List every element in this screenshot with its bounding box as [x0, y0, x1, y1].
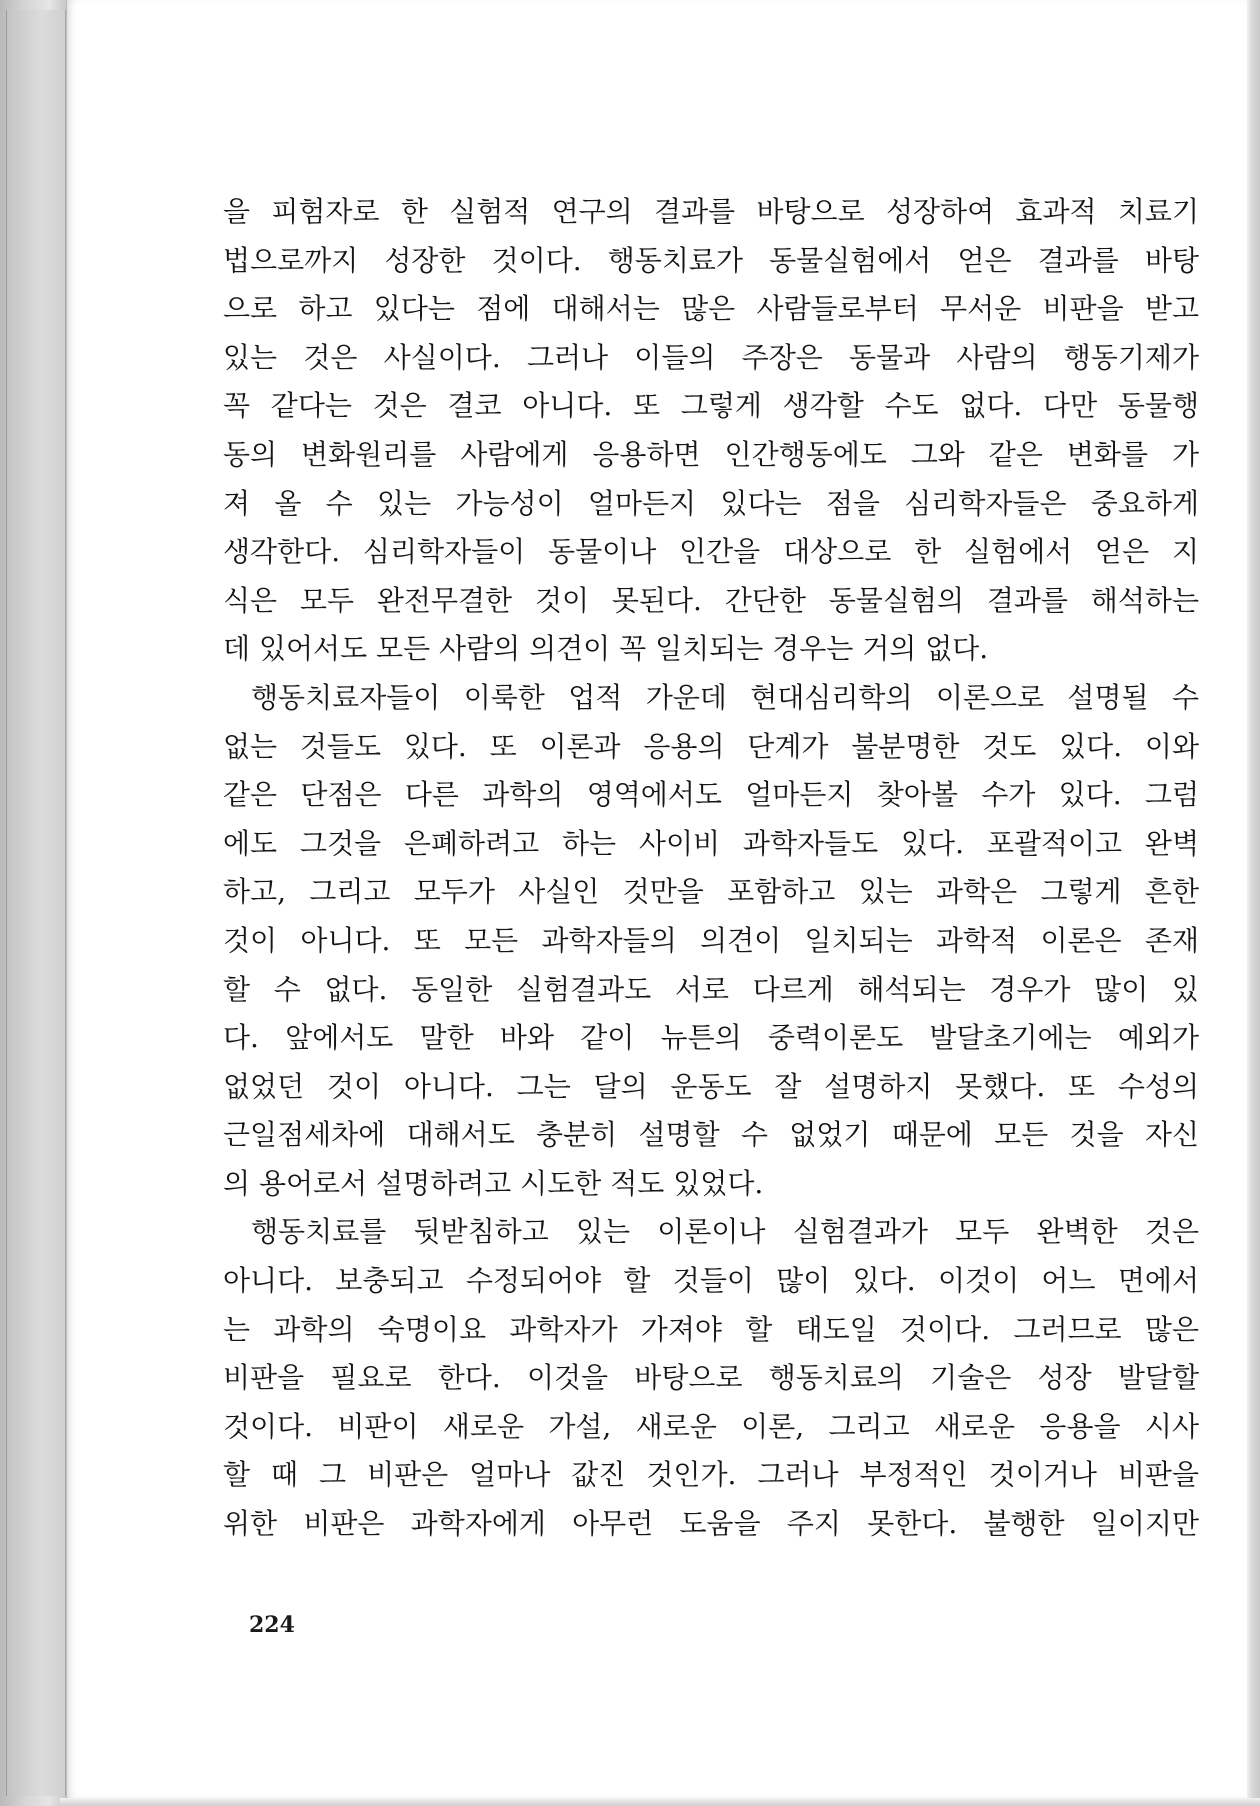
text-line: 것이다. 비판이 새로운 가설, 새로운 이론, 그리고 새로운 응용을 시사: [223, 1409, 1199, 1443]
text-line: 데 있어서도 모든 사람의 의견이 꼭 일치되는 경우는 거의 없다.: [223, 632, 989, 666]
text-line: 져 올 수 있는 가능성이 얼마든지 있다는 점을 심리학자들은 중요하게: [223, 486, 1199, 520]
text-line: 위한 비판은 과학자에게 아무런 도움을 주지 못한다. 불행한 일이지만: [223, 1507, 1199, 1541]
book-bottom-edge: [60, 1798, 1260, 1806]
text-line: 동의 변화원리를 사람에게 응용하면 인간행동에도 그와 같은 변화를 가: [223, 437, 1199, 471]
text-line: 행동치료를 뒷받침하고 있는 이론이나 실험결과가 모두 완벽한 것은: [251, 1215, 1199, 1249]
text-line: 없는 것들도 있다. 또 이론과 응용의 단계가 불분명한 것도 있다. 이와: [223, 729, 1199, 763]
book-page: [66, 0, 1247, 1798]
book-right-edge: [1246, 0, 1260, 1806]
text-line: 에도 그것을 은폐하려고 하는 사이비 과학자들도 있다. 포괄적이고 완벽: [223, 826, 1199, 860]
text-line: 있는 것은 사실이다. 그러나 이들의 주장은 동물과 사람의 행동기제가: [223, 340, 1199, 374]
book-page-edges: [6, 10, 66, 1796]
text-line: 다. 앞에서도 말한 바와 같이 뉴튼의 중력이론도 발달초기에는 예외가: [223, 1021, 1199, 1055]
text-line: 꼭 같다는 것은 결코 아니다. 또 그렇게 생각할 수도 없다. 다만 동물행: [223, 389, 1199, 423]
text-line: 비판을 필요로 한다. 이것을 바탕으로 행동치료의 기술은 성장 발달할: [223, 1361, 1199, 1395]
text-line: 의 용어로서 설명하려고 시도한 적도 있었다.: [223, 1166, 764, 1200]
body-text: [223, 188, 1199, 1549]
text-line: 행동치료자들이 이룩한 업적 가운데 현대심리학의 이론으로 설명될 수: [251, 680, 1199, 714]
text-line: 할 수 없다. 동일한 실험결과도 서로 다르게 해석되는 경우가 많이 있: [223, 972, 1199, 1006]
text-line: 것이 아니다. 또 모든 과학자들의 의견이 일치되는 과학적 이론은 존재: [223, 923, 1199, 957]
text-line: 으로 하고 있다는 점에 대해서는 많은 사람들로부터 무서운 비판을 받고: [223, 292, 1199, 326]
text-line: 법으로까지 성장한 것이다. 행동치료가 동물실험에서 얻은 결과를 바탕: [223, 243, 1199, 277]
text-line: 아니다. 보충되고 수정되어야 할 것들이 많이 있다. 이것이 어느 면에서: [223, 1264, 1199, 1298]
text-line: 없었던 것이 아니다. 그는 달의 운동도 잘 설명하지 못했다. 또 수성의: [223, 1069, 1199, 1103]
text-line: 식은 모두 완전무결한 것이 못된다. 간단한 동물실험의 결과를 해석하는: [223, 583, 1199, 617]
text-line: 을 피험자로 한 실험적 연구의 결과를 바탕으로 성장하여 효과적 치료기: [223, 195, 1199, 228]
text-line: 는 과학의 숙명이요 과학자가 가져야 할 태도일 것이다. 그러므로 많은: [223, 1312, 1199, 1346]
page-number: 224: [249, 1612, 295, 1638]
book-spine: [0, 0, 66, 1806]
text-line: 하고, 그리고 모두가 사실인 것만을 포함하고 있는 과학은 그렇게 흔한: [223, 875, 1199, 909]
text-line: 근일점세차에 대해서도 충분히 설명할 수 없었기 때문에 모든 것을 자신: [223, 1118, 1199, 1152]
text-line: 같은 단점은 다른 과학의 영역에서도 얼마든지 찾아볼 수가 있다. 그럼: [223, 778, 1199, 812]
text-line: 생각한다. 심리학자들이 동물이나 인간을 대상으로 한 실험에서 얻은 지: [223, 535, 1199, 569]
text-line: 할 때 그 비판은 얼마나 값진 것인가. 그러나 부정적인 것이거나 비판을: [223, 1458, 1199, 1492]
